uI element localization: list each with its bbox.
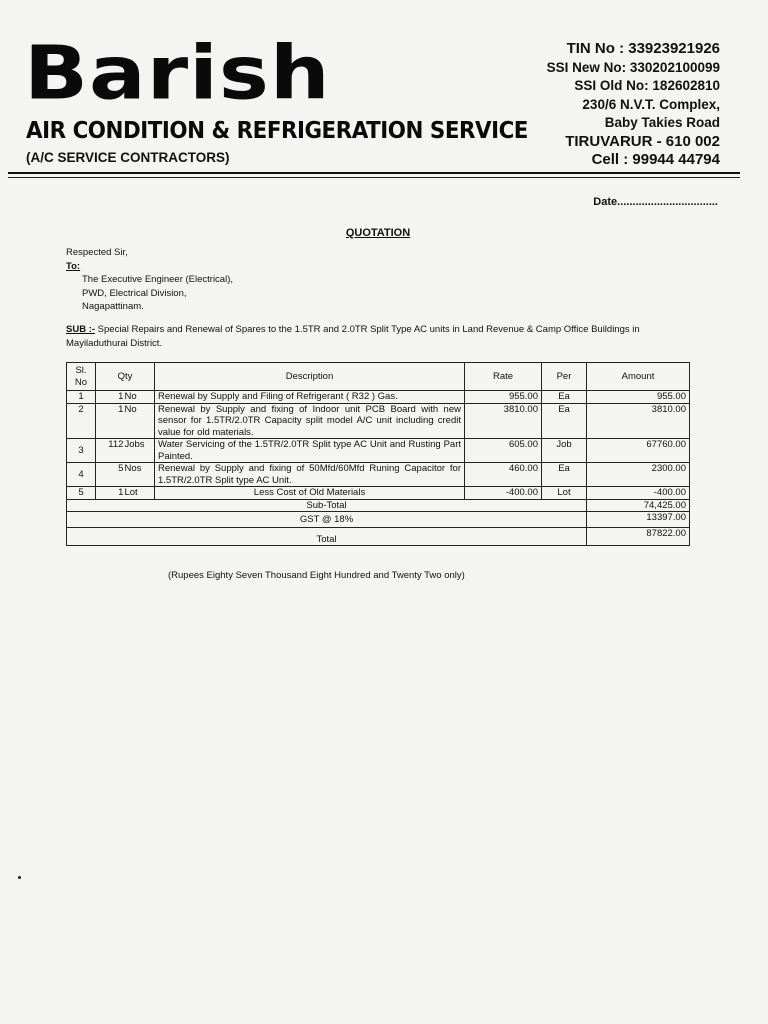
cell-amount: -400.00 bbox=[587, 487, 690, 500]
company-tagline: AIR CONDITION & REFRIGERATION SERVICE bbox=[26, 118, 528, 144]
cell-rate: 955.00 bbox=[465, 391, 542, 404]
cell-per: Ea bbox=[542, 463, 587, 487]
header-sl-no: Sl. No bbox=[67, 363, 96, 391]
recipient-block bbox=[66, 246, 233, 314]
subtotal-amount: 74,425.00 bbox=[587, 499, 690, 512]
table-row bbox=[67, 403, 690, 439]
cell-per: Ea bbox=[542, 391, 587, 404]
recipient-address bbox=[66, 273, 233, 314]
cell-unit: Jobs bbox=[124, 439, 154, 463]
cell-sl: 3 bbox=[67, 439, 96, 463]
cell-qty: 112 bbox=[96, 439, 125, 463]
total-row bbox=[67, 528, 690, 546]
subject-text: Special Repairs and Renewal of Spares to the 1.5TR and 2.0TR Split Type AC units in Land Revenue & Camp Office Buildings in Mayiladuthurai District. bbox=[66, 324, 640, 349]
cell-rate: -400.00 bbox=[465, 487, 542, 500]
cell-qty: 1 bbox=[96, 403, 125, 439]
gst-amount: 13397.00 bbox=[587, 512, 690, 528]
letterhead-divider-thin bbox=[8, 177, 740, 178]
cell-description: Renewal by Supply and fixing of 50Mfd/60Mfd Runing Capacitor for 1.5TR/2.0TR Split type AC Unit. bbox=[155, 463, 465, 487]
amount-in-words: (Rupees Eighty Seven Thousand Eight Hundred and Twenty Two only) bbox=[168, 570, 465, 581]
document-title: QUOTATION bbox=[345, 227, 411, 239]
letterhead-divider-thick bbox=[8, 172, 740, 174]
cell-per: Job bbox=[542, 439, 587, 463]
cell-per: Lot bbox=[542, 487, 587, 500]
cell-qty: 1 bbox=[96, 391, 125, 404]
cell-description: Water Servicing of the 1.5TR/2.0TR Split type AC Unit and Rusting Part Painted. bbox=[155, 439, 465, 463]
salutation: Respected Sir, bbox=[66, 247, 128, 258]
table-row bbox=[67, 439, 690, 463]
address-line-1: 230/6 N.V.T. Complex, bbox=[582, 96, 720, 112]
cell-sl: 2 bbox=[67, 403, 96, 439]
cell-amount: 2300.00 bbox=[587, 463, 690, 487]
cell-rate: 460.00 bbox=[465, 463, 542, 487]
address-city: TIRUVARUR - 610 002 bbox=[565, 132, 720, 150]
cell-per: Ea bbox=[542, 403, 587, 439]
header-description: Description bbox=[155, 363, 465, 391]
cell-rate: 3810.00 bbox=[465, 403, 542, 439]
cell-amount: 955.00 bbox=[587, 391, 690, 404]
cell-sl: 1 bbox=[67, 391, 96, 404]
table-row bbox=[67, 487, 690, 500]
ssi-new-number: SSI New No: 330202100099 bbox=[546, 59, 720, 75]
subject-label: SUB :- bbox=[66, 324, 96, 335]
cell-sl: 4 bbox=[67, 463, 96, 487]
header-rate: Rate bbox=[465, 363, 542, 391]
company-subtagline: (A/C SERVICE CONTRACTORS) bbox=[26, 150, 230, 165]
quotation-table bbox=[66, 362, 690, 546]
company-contact-block bbox=[460, 40, 720, 170]
cell-qty: 5 bbox=[96, 463, 125, 487]
recipient-line: The Executive Engineer (Electrical), bbox=[82, 274, 234, 285]
to-label: To: bbox=[66, 260, 81, 272]
subtotal-label: Sub-Total bbox=[67, 499, 587, 512]
scan-speck bbox=[18, 876, 21, 879]
cell-description: Renewal by Supply and Filing of Refrigerant ( R32 ) Gas. bbox=[155, 391, 465, 404]
table-header-row bbox=[67, 363, 690, 391]
cell-unit: Lot bbox=[124, 487, 154, 500]
recipient-line: PWD, Electrical Division, bbox=[82, 287, 187, 299]
address-line-2: Baby Takies Road bbox=[604, 115, 720, 130]
tin-number: TIN No : 33923921926 bbox=[566, 40, 720, 57]
subtotal-row bbox=[67, 499, 690, 512]
total-label: Total bbox=[67, 528, 587, 546]
gst-row bbox=[67, 512, 690, 528]
cell-amount: 3810.00 bbox=[587, 403, 690, 439]
header-qty: Qty bbox=[96, 363, 155, 391]
company-logo-text: Barish bbox=[24, 29, 331, 117]
cell-unit: No bbox=[124, 403, 154, 439]
ssi-old-number: SSI Old No: 182602810 bbox=[574, 78, 720, 93]
header-amount: Amount bbox=[587, 363, 690, 391]
header-per: Per bbox=[542, 363, 587, 391]
cell-sl: 5 bbox=[67, 487, 96, 500]
total-amount: 87822.00 bbox=[587, 528, 690, 546]
subject-line bbox=[66, 323, 696, 351]
table-row bbox=[67, 463, 690, 487]
date-field: Date................................. bbox=[593, 196, 718, 208]
cell-amount: 67760.00 bbox=[587, 439, 690, 463]
cell-description: Renewal by Supply and fixing of Indoor unit PCB Board with new sensor for 1.5TR/2.0TR Capacity split model A/C unit including credit value for old materials. bbox=[155, 403, 465, 439]
cell-description: Less Cost of Old Materials bbox=[155, 487, 465, 500]
cell-number: Cell : 99944 44794 bbox=[591, 151, 720, 168]
table-row bbox=[67, 391, 690, 404]
cell-qty: 1 bbox=[96, 487, 125, 500]
gst-label: GST @ 18% bbox=[67, 512, 587, 528]
cell-unit: Nos bbox=[124, 463, 154, 487]
recipient-line: Nagapattinam. bbox=[82, 301, 144, 312]
cell-rate: 605.00 bbox=[465, 439, 542, 463]
cell-unit: No bbox=[124, 391, 154, 404]
